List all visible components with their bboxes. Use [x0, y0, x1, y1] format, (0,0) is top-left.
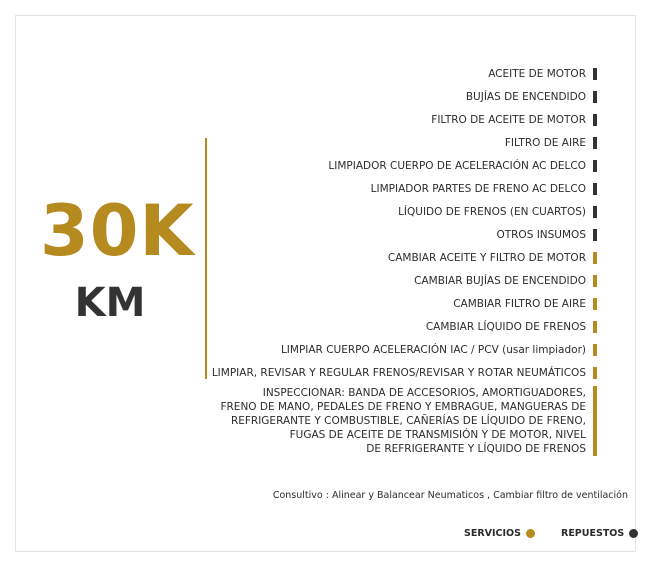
- list-item: [212, 246, 597, 269]
- repuesto-marker: [593, 91, 597, 103]
- list-item: [212, 62, 597, 85]
- list-item: [212, 108, 597, 131]
- list-item: [212, 177, 597, 200]
- servicio-marker: [593, 275, 597, 287]
- repuesto-marker: [593, 206, 597, 218]
- list-item-label: LIMPIADOR CUERPO DE ACELERACIÓN AC DELCO: [328, 159, 586, 172]
- inspection-line: INSPECCIONAR: BANDA DE ACCESORIOS, AMORTIGUADORES,: [262, 387, 586, 399]
- list-item-label: ACEITE DE MOTOR: [488, 67, 586, 80]
- inspection-line: DE REFRIGERANTE Y LÍQUIDO DE FRENOS: [366, 443, 586, 455]
- servicio-marker: [593, 252, 597, 264]
- list-item-label: CAMBIAR BUJÍAS DE ENCENDIDO: [414, 274, 586, 287]
- list-item-label: LIMPIADOR PARTES DE FRENO AC DELCO: [370, 182, 586, 195]
- repuesto-marker: [593, 160, 597, 172]
- legend-repuestos: [561, 528, 638, 539]
- mileage-value: 30K: [40, 190, 195, 272]
- repuestos-dot-icon: [629, 529, 638, 538]
- servicio-marker: [593, 386, 597, 456]
- list-item: [212, 223, 597, 246]
- list-item-label: CAMBIAR ACEITE Y FILTRO DE MOTOR: [387, 251, 586, 264]
- list-item-label: FILTRO DE ACEITE DE MOTOR: [431, 113, 586, 126]
- servicio-marker: [593, 298, 597, 310]
- legend-repuestos-label: REPUESTOS: [561, 528, 625, 539]
- repuesto-marker: [593, 183, 597, 195]
- list-item-label: OTROS INSUMOS: [496, 228, 586, 241]
- legend-servicios: [464, 528, 535, 539]
- list-item: [212, 131, 597, 154]
- legend-servicios-label: SERVICIOS: [464, 528, 521, 539]
- list-item-label: LÍQUIDO DE FRENOS (EN CUARTOS): [398, 205, 586, 218]
- servicio-marker: [593, 321, 597, 333]
- consultivo-note: Consultivo : Alinear y Balancear Neumaticos , Cambiar filtro de ventilación: [272, 490, 628, 501]
- list-item: [212, 361, 597, 384]
- servicio-marker: [593, 344, 597, 356]
- repuesto-marker: [593, 137, 597, 149]
- inspection-item: [220, 386, 597, 456]
- repuesto-marker: [593, 68, 597, 80]
- servicio-marker: [593, 367, 597, 379]
- list-item: [212, 154, 597, 177]
- list-item: [212, 338, 597, 361]
- list-item-label: BUJÍAS DE ENCENDIDO: [465, 90, 586, 103]
- inspection-text: [220, 386, 586, 456]
- list-item: [212, 269, 597, 292]
- inspection-line: FRENO DE MANO, PEDALES DE FRENO Y EMBRAGUE, MANGUERAS DE: [220, 401, 586, 413]
- list-item: [212, 85, 597, 108]
- maintenance-list: [212, 62, 597, 384]
- divider-line: [205, 138, 207, 379]
- list-item-label: LIMPIAR CUERPO ACELERACIÓN IAC / PCV (usar limpiador): [280, 343, 586, 356]
- servicios-dot-icon: [526, 529, 535, 538]
- list-item-label: FILTRO DE AIRE: [504, 136, 586, 149]
- list-item: [212, 200, 597, 223]
- repuesto-marker: [593, 114, 597, 126]
- list-item: [212, 315, 597, 338]
- list-item-label: CAMBIAR LÍQUIDO DE FRENOS: [425, 320, 586, 333]
- repuesto-marker: [593, 229, 597, 241]
- inspection-line: FUGAS DE ACEITE DE TRANSMISIÓN Y DE MOTOR, NIVEL: [289, 429, 586, 441]
- list-item-label: LIMPIAR, REVISAR Y REGULAR FRENOS/REVISAR Y ROTAR NEUMÁTICOS: [211, 366, 586, 379]
- inspection-line: REFRIGERANTE Y COMBUSTIBLE, CAÑERÍAS DE LÍQUIDO DE FRENO,: [230, 415, 586, 427]
- list-item: [212, 292, 597, 315]
- mileage-unit: KM: [74, 280, 146, 326]
- list-item-label: CAMBIAR FILTRO DE AIRE: [453, 297, 586, 310]
